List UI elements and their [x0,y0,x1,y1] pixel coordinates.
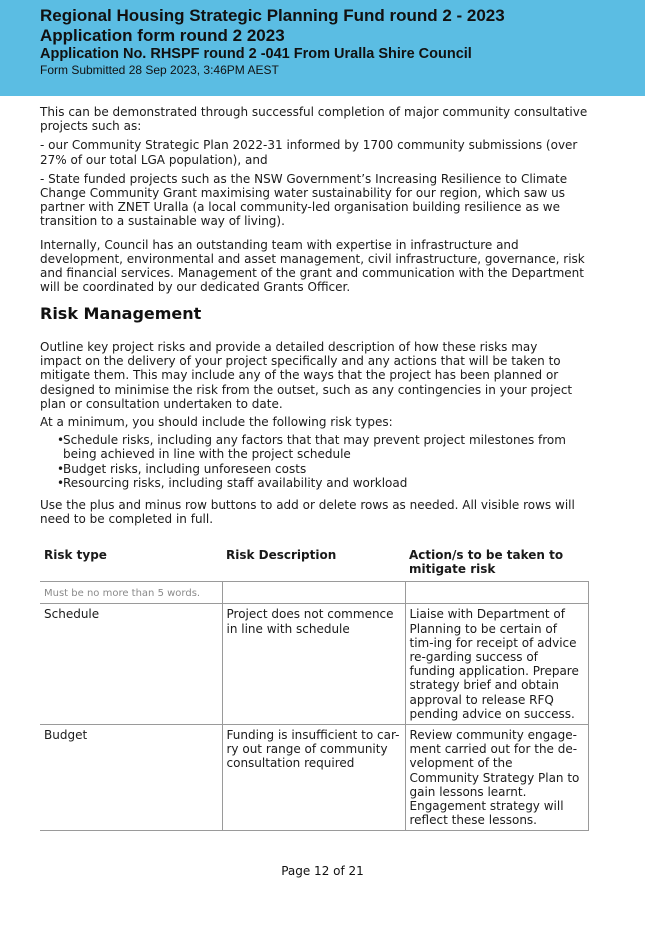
intro-paragraph: - our Community Strategic Plan 2022-31 informed by 1700 community submissions (over 27% of our total LGA population), and [40,138,578,167]
hint-cell [40,582,222,604]
instruction-paragraph: At a minimum, you should include the following risk types: [40,415,393,430]
submission-timestamp: Form Submitted 28 Sep 2023, 3:46PM AEST [40,63,279,77]
column-header: Risk Description [226,548,337,562]
intro-paragraph: This can be demonstrated through successful completion of major community consultative projects such as: [40,105,588,134]
risk-action-cell: Review community engage-ment carried out for the de-velopment of the Community Strategy Plan to gain lessons learnt. Engagement strategy will reflect these lessons. [405,725,588,831]
risk-types-list [40,433,580,490]
fund-title: Regional Housing Strategic Planning Fund round 2 - 2023 [40,6,505,25]
form-header [0,0,645,96]
instruction-paragraph: Use the plus and minus row buttons to add or delete rows as needed. All visible rows will need to be completed in full. [40,498,575,527]
application-number: Application No. RHSPF round 2 -041 From Uralla Shire Council [40,46,472,62]
risk-type-cell: Schedule [40,604,222,725]
intro-paragraph: - State funded projects such as the NSW Government’s Increasing Resilience to Climate Change Community Grant maximising water sustainability for our region, which saw us partner with ZNET Uralla (a local community-led organisation building resilience as we transition to a sustainable way of living). [40,171,568,229]
section-heading: Risk Management [40,304,202,323]
risk-description-cell: Project does not commence in line with schedule [222,604,405,725]
page-number: Page 12 of 21 [281,864,364,878]
list-item: • Schedule risks, including any factors that that may prevent project milestones from being achieved in line with the project schedule [40,433,580,461]
intro-paragraph: Internally, Council has an outstanding team with expertise in infrastructure and development, environmental and asset management, civil infrastructure, governance, risk and financial services. Management of the grant and communication with the Department will be coordinated by our dedicated Grants Officer. [40,237,585,295]
risk-instructions [40,340,580,530]
list-item: • Budget risks, including unforeseen costs [40,462,580,476]
form-title: Application form round 2 2023 [40,26,285,45]
instruction-paragraph: Outline key project risks and provide a detailed description of how these risks may impact on the delivery of your project specifically and any actions that will be taken to mitigate them. This may include any of the ways that the project has been planned or designed to minimise the risk from the outset, such as any contingencies in your project plan or consultation undertaken to date. [40,340,573,411]
risk-description-cell: Funding is insufficient to car-ry out range of community consultation required [222,725,405,831]
table-row [40,725,588,831]
table-row [40,604,588,725]
table-hint-row [40,582,588,604]
table-cell [222,582,405,604]
column-header: Risk type [44,548,107,562]
risk-table [40,545,589,831]
risk-type-cell: Budget [40,725,222,831]
table-cell [405,582,588,604]
risk-action-cell: Liaise with Department of Planning to be certain of tim-ing for receipt of advice re-garding success of funding application. Prepare strategy brief and obtain approval to release RFQ pending advice on success. [405,604,588,725]
table-header-row [40,545,588,582]
capability-text [40,105,600,299]
list-item: • Resourcing risks, including staff availability and workload [40,476,580,490]
column-header: Action/s to be taken to mitigate risk [409,548,564,577]
field-hint: Must be no more than 5 words. [44,588,201,600]
